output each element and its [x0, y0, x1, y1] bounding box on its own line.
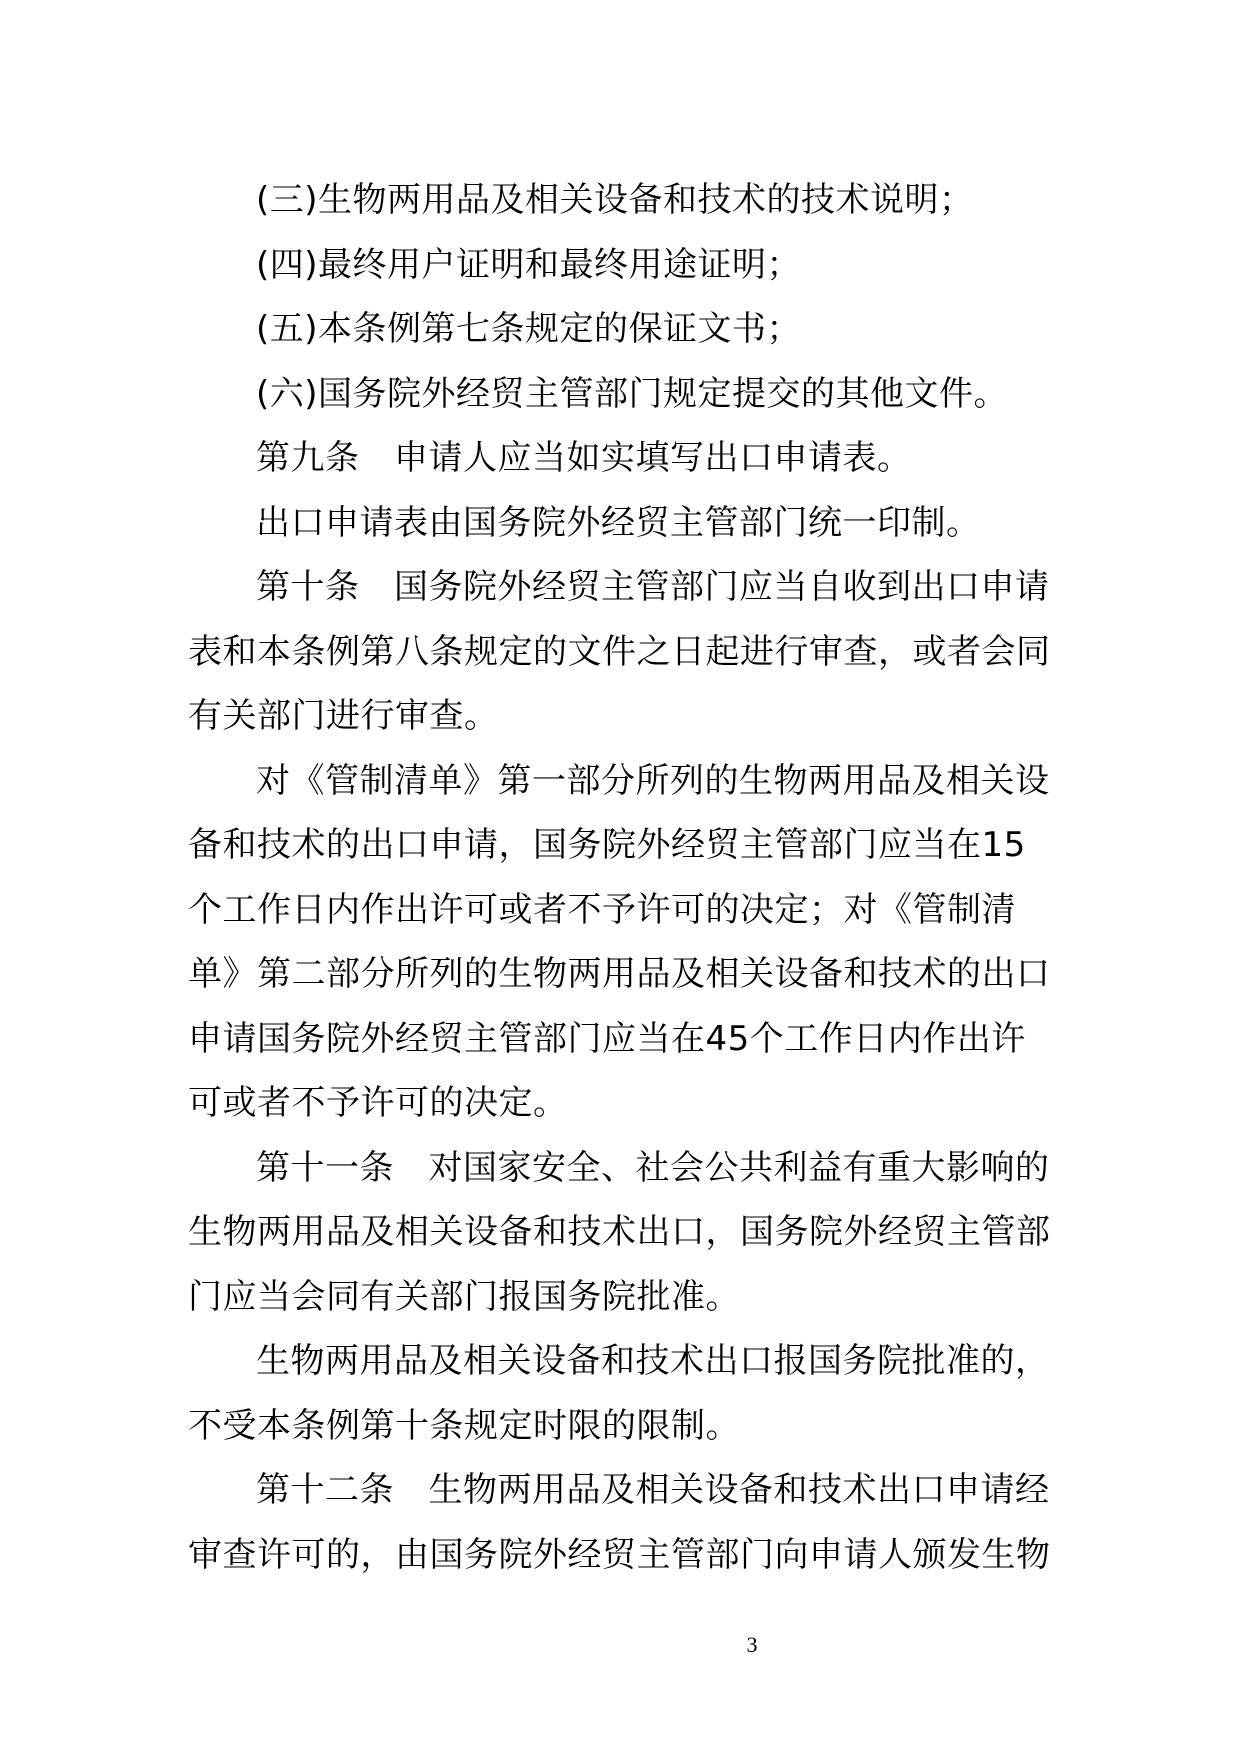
article-10: 第十条 国务院外经贸主管部门应当自收到出口申请表和本条例第八条规定的文件之日起进行审查，或者会同有关部门进行审查。 [188, 567, 1051, 736]
article-11-paragraph-2: 生物两用品及相关设备和技术出口报国务院批准的，不受本条例第十条规定时限的限制。 [188, 1341, 1050, 1446]
page-number: 3 [746, 1632, 758, 1657]
paragraph-item-5: (五)本条例第七条规定的保证文书； [256, 309, 802, 349]
article-11: 第十一条 对国家安全、社会公共利益有重大影响的生物两用品及相关设备和技术出口，国务院外经贸主管部门应当会同有关部门报国务院批准。 [188, 1147, 1051, 1317]
paragraph-item-3: (三)生物两用品及相关设备和技术的技术说明； [256, 180, 974, 220]
article-10-paragraph-2: 对《管制清单》第一部分所列的生物两用品及相关设备和技术的出口申请，国务院外经贸主管部门应当在15个工作日内作出许可或者不予许可的决定；对《管制清单》第二部分所列的生物两用品及相关设备和技术的出口申请国务院外经贸主管部门应当在45个工作日内作出许可或者不予许可的决定。 [188, 760, 1051, 1123]
article-9: 第九条 申请人应当如实填写出口申请表。 [256, 438, 912, 478]
paragraph-item-6: (六)国务院外经贸主管部门规定提交的其他文件。 [256, 373, 1009, 414]
article-12: 第十二条 生物两用品及相关设备和技术出口申请经审查许可的，由国务院外经贸主管部门向申请人颁发生物 [188, 1470, 1051, 1575]
document-body [188, 168, 1058, 1587]
paragraph-item-4: (四)最终用户证明和最终用途证明； [256, 244, 802, 285]
article-9-paragraph-2: 出口申请表由国务院外经贸主管部门统一印制。 [256, 502, 981, 543]
